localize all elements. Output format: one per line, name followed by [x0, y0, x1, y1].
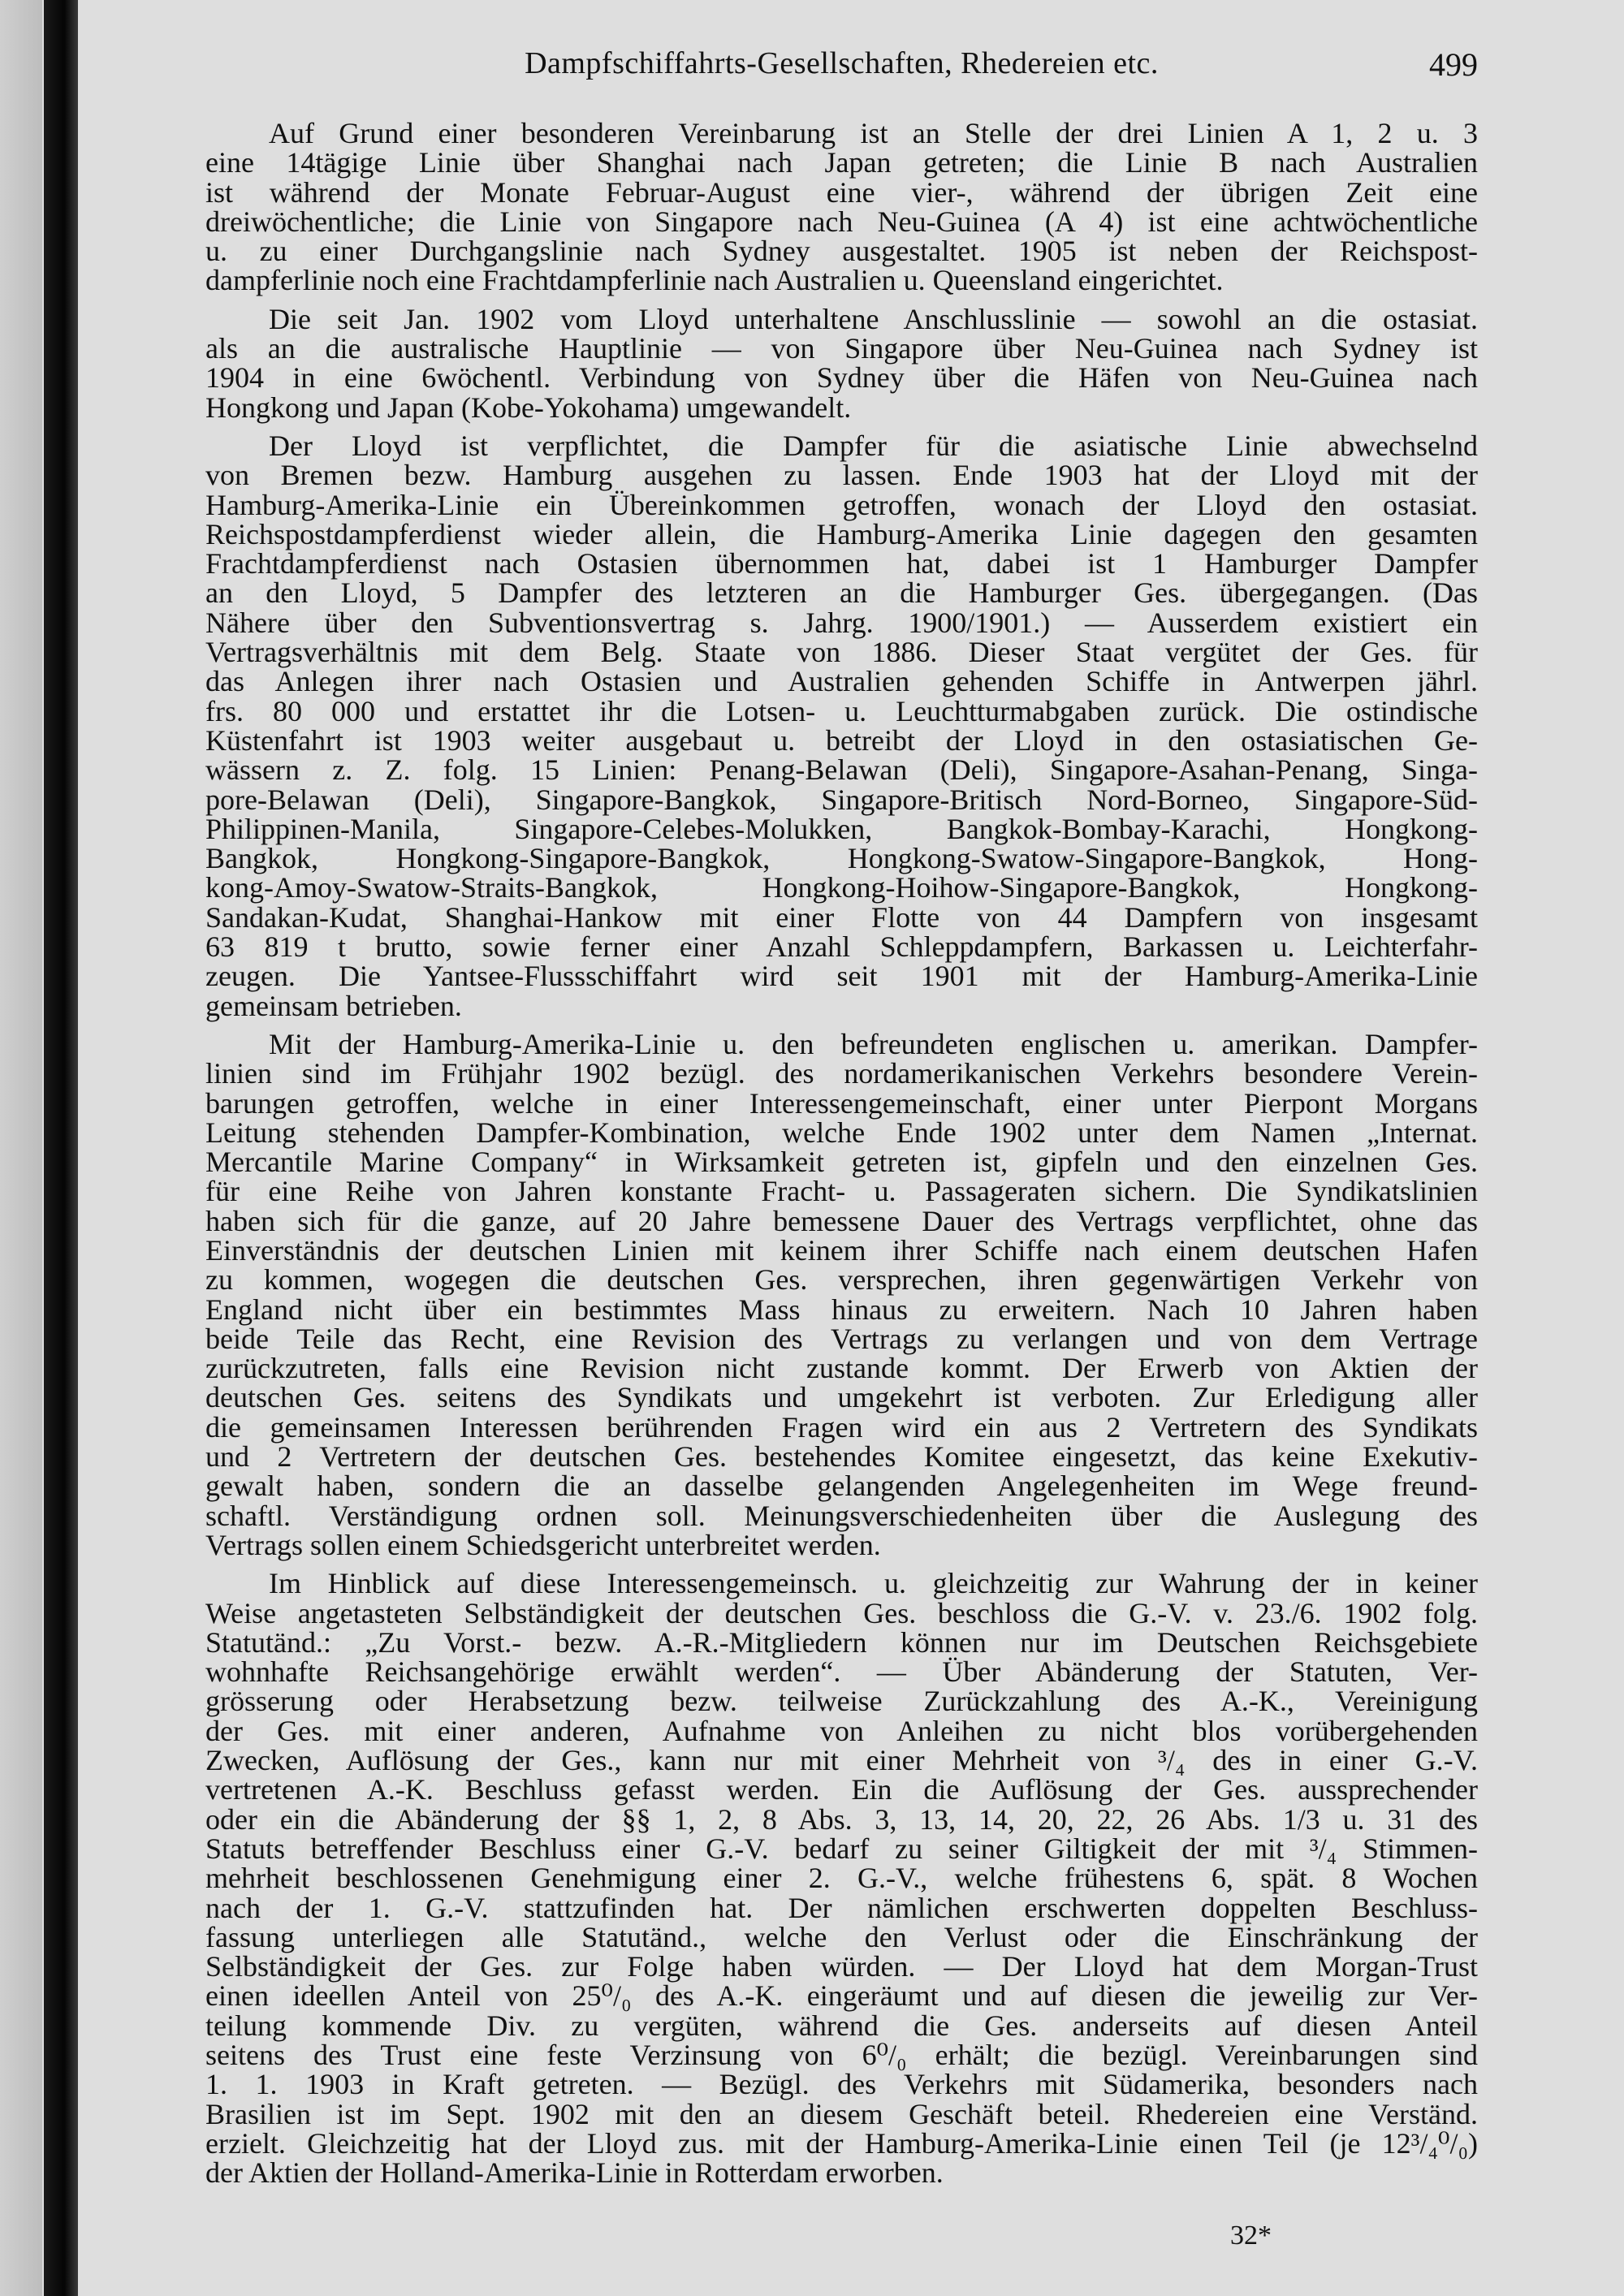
text-line: Einverständnis der deutschen Linien mit keinem ihrer Schiffe nach einem deutschen Hafen	[205, 1233, 1478, 1267]
text-line: erzielt. Gleichzeitig hat der Lloyd zus. mit der Hamburg-Amerika-Linie einen Teil (je 12³/₄⁰/₀)	[205, 2126, 1478, 2160]
text-line: Statuts betreffender Beschluss einer G.-V. bedarf zu seiner Giltigkeit der mit ³/₄ Stimmen-	[205, 1832, 1478, 1865]
text-line: Statutänd.: „Zu Vorst.- bezw. A.-R.-Mitgliedern können nur im Deutschen Reichsgebiete	[205, 1625, 1478, 1659]
text-line: haben sich für die ganze, auf 20 Jahre bemessene Dauer des Vertrags verpflichtet, ohne das	[205, 1204, 1478, 1237]
text-line: gewalt haben, sondern die an dasselbe gelangenden Angelegenheiten im Wege freund-	[205, 1470, 1478, 1503]
text-line: 1. 1. 1903 in Kraft getreten. — Bezügl. des Verkehrs mit Südamerika, besonders nach	[205, 2068, 1478, 2101]
text-line: grösserung oder Herabsetzung bezw. teilweise Zurückzahlung des A.-K., Vereinigung	[205, 1685, 1478, 1718]
text-line: Die seit Jan. 1902 vom Lloyd unterhaltene Anschlusslinie — sowohl an die ostasiat.	[269, 302, 1478, 335]
page-header	[205, 45, 1478, 86]
book-binding-shadow	[44, 0, 78, 2296]
text-line: der Aktien der Holland-Amerika-Linie in Rotterdam erworben.	[205, 2156, 944, 2190]
text-line: die gemeinsamen Interessen berührenden Fragen wird ein aus 2 Vertretern des Syndikats	[205, 1410, 1478, 1444]
text-line: schaftl. Verständigung ordnen soll. Meinungsverschiedenheiten über die Auslegung des	[205, 1499, 1478, 1532]
page-edge	[0, 0, 42, 2296]
text-line: u. zu einer Durchgangslinie nach Sydney ausgestaltet. 1905 ist neben der Reichspost-	[205, 235, 1478, 268]
text-line: wohnhafte Reichsangehörige erwählt werden“. — Über Abänderung der Statuten, Ver-	[205, 1655, 1478, 1689]
text-line: Der Lloyd ist verpflichtet, die Dampfer für die asiatische Linie abwechselnd	[269, 429, 1478, 462]
page-number: 499	[1429, 46, 1478, 83]
text-line: mehrheit beschlossenen Genehmigung einer 2. G.-V., welche frühestens 6, spät. 8 Wochen	[205, 1862, 1478, 1895]
text-line: das Anlegen ihrer nach Ostasien und Australien gehenden Schiffe in Antwerpen jährl.	[205, 665, 1478, 698]
text-line: Frachtdampferdienst nach Ostasien übernommen hat, dabei ist 1 Hamburger Dampfer	[205, 547, 1478, 580]
text-line: zurückzutreten, falls eine Revision nicht zustande kommt. Der Erwerb von Aktien der	[205, 1352, 1478, 1385]
text-line: oder ein die Abänderung der §§ 1, 2, 8 Abs. 3, 13, 14, 20, 22, 26 Abs. 1/3 u. 31 des	[205, 1802, 1478, 1836]
text-line: als an die australische Hauptlinie — von Singapore über Neu-Guinea nach Sydney ist	[205, 332, 1478, 365]
paragraph	[205, 1029, 1478, 1560]
text-line: zeugen. Die Yantsee-Flussschiffahrt wird seit 1901 mit der Hamburg-Amerika-Linie	[205, 960, 1478, 993]
text-line: Vertragsverhältnis mit dem Belg. Staate von 1886. Dieser Staat vergütet der Ges. für	[205, 636, 1478, 669]
text-line: seitens des Trust eine feste Verzinsung von 6⁰/₀ erhält; die bezügl. Vereinbarungen sind	[205, 2039, 1478, 2071]
text-line: Hamburg-Amerika-Linie ein Übereinkommen getroffen, wonach der Lloyd den ostasiat.	[205, 488, 1478, 521]
text-line: Selbständigkeit der Ges. zur Folge haben würden. — Der Lloyd hat dem Morgan-Trust	[205, 1950, 1478, 1983]
text-line: frs. 80 000 und erstattet ihr die Lotsen- u. Leuchtturmabgaben zurück. Die ostindische	[205, 694, 1478, 727]
text-line: und 2 Vertretern der deutschen Ges. bestehendes Komitee eingesetzt, das keine Exekutiv-	[205, 1440, 1478, 1474]
text-line: Weise angetasteten Selbständigkeit der deutschen Ges. beschloss die G.-V. v. 23./6. 1902 folg.	[205, 1596, 1478, 1629]
text-line: beide Teile das Recht, eine Revision des Vertrags zu verlangen und von dem Vertrage	[205, 1322, 1478, 1355]
text-line: Mit der Hamburg-Amerika-Linie u. den befreundeten englischen u. amerikan. Dampfer-	[269, 1027, 1478, 1060]
text-line: Philippinen-Manila, Singapore-Celebes-Molukken, Bangkok-Bombay-Karachi, Hongkong-	[205, 812, 1478, 845]
text-line: Hongkong und Japan (Kobe-Yokohama) umgewandelt.	[205, 391, 852, 424]
paragraph	[205, 304, 1478, 422]
text-line: gemeinsam betrieben.	[205, 989, 462, 1022]
text-line: Bangkok, Hongkong-Singapore-Bangkok, Hongkong-Swatow-Singapore-Bangkok, Hong-	[205, 842, 1478, 875]
text-line: linien sind im Frühjahr 1902 bezügl. des nordamerikanischen Verkehrs besondere Verein-	[205, 1057, 1478, 1090]
text-line: Nähere über den Subventionsvertrag s. Jahrg. 1900/1901.) — Ausserdem existiert ein	[205, 606, 1478, 639]
text-line: Auf Grund einer besonderen Vereinbarung ist an Stelle der drei Linien A 1, 2 u. 3	[269, 117, 1478, 149]
text-line: eine 14tägige Linie über Shanghai nach Japan getreten; die Linie B nach Australien	[205, 146, 1478, 179]
running-title: Dampfschiffahrts-Gesellschaften, Rhedereien etc.	[525, 46, 1159, 80]
text-line: einen ideellen Anteil von 25⁰/₀ des A.-K. eingeräumt und auf diesen die jeweilig zur Ver-	[205, 1979, 1478, 2013]
text-line: nach der 1. G.-V. stattzufinden hat. Der nämlichen erschwerten doppelten Beschluss-	[205, 1891, 1478, 1924]
text-line: Leitung stehenden Dampfer-Kombination, welche Ende 1902 unter dem Namen „Internat.	[205, 1116, 1478, 1149]
text-line: von Bremen bezw. Hamburg ausgehen zu lassen. Ende 1903 hat der Lloyd mit der	[205, 459, 1478, 492]
text-line: Zwecken, Auflösung der Ges., kann nur mit einer Mehrheit von ³/₄ des in einer G.-V.	[205, 1744, 1478, 1777]
paragraph	[205, 1567, 1478, 2190]
text-line: dampferlinie noch eine Frachtdampferlinie nach Australien u. Queensland eingerichtet.	[205, 264, 1224, 297]
text-line: fassung unterliegen alle Statutänd., welche den Verlust oder die Einschränkung der	[205, 1920, 1478, 1953]
text-line: 63 819 t brutto, sowie ferner einer Anzahl Schleppdampfern, Barkassen u. Leichterfahr-	[205, 930, 1478, 964]
text-line: kong-Amoy-Swatow-Straits-Bangkok, Hongkong-Hoihow-Singapore-Bangkok, Hongkong-	[205, 871, 1478, 904]
text-line: der Ges. mit einer anderen, Aufnahme von Anleihen zu nicht blos vorübergehenden	[205, 1714, 1478, 1747]
text-line: barungen getroffen, welche in einer Interessengemeinschaft, einer unter Pierpont Morgans	[205, 1086, 1478, 1120]
body-text	[205, 119, 1478, 2196]
text-line: pore-Belawan (Deli), Singapore-Bangkok, Singapore-Britisch Nord-Borneo, Singapore-Süd-	[205, 783, 1478, 816]
text-line: wässern z. Z. folg. 15 Linien: Penang-Belawan (Deli), Singapore-Asahan-Penang, Singa-	[205, 753, 1478, 787]
text-line: teilung kommende Div. zu vergüten, während die Ges. anderseits auf diesen Anteil	[205, 2009, 1478, 2042]
text-line: dreiwöchentliche; die Linie von Singapore nach Neu-Guinea (A 4) ist eine achtwöchentliche	[205, 205, 1478, 238]
text-line: Sandakan-Kudat, Shanghai-Hankow mit einer Flotte von 44 Dampfern von insgesamt	[205, 900, 1478, 934]
text-line: Brasilien ist im Sept. 1902 mit den an diesem Geschäft beteil. Rhedereien eine Verständ.	[205, 2097, 1478, 2130]
text-line: zu kommen, wogegen die deutschen Ges. versprechen, ihren gegenwärtigen Verkehr von	[205, 1263, 1478, 1297]
text-line: Mercantile Marine Company“ in Wirksamkeit getreten ist, gipfeln und den einzelnen Ges.	[205, 1146, 1478, 1179]
text-line: für eine Reihe von Jahren konstante Fracht- u. Passageraten sichern. Die Syndikatslinien	[205, 1175, 1478, 1208]
text-line: Reichspostdampferdienst wieder allein, die Hamburg-Amerika Linie dagegen den gesamten	[205, 517, 1478, 550]
text-line: Im Hinblick auf diese Interessengemeinsch. u. gleichzeitig zur Wahrung der in keiner	[269, 1567, 1478, 1600]
text-line: deutschen Ges. seitens des Syndikats und umgekehrt ist verboten. Zur Erledigung aller	[205, 1381, 1478, 1414]
text-line: Küstenfahrt ist 1903 weiter ausgebaut u. betreibt der Lloyd in den ostasiatischen Ge-	[205, 723, 1478, 757]
paragraph	[205, 119, 1478, 296]
text-line: an den Lloyd, 5 Dampfer des letzteren an die Hamburger Ges. übergegangen. (Das	[205, 576, 1478, 610]
text-line: England nicht über ein bestimmtes Mass hinaus zu erweitern. Nach 10 Jahren haben	[205, 1293, 1478, 1326]
text-line: ist während der Monate Februar-August eine vier-, während der übrigen Zeit eine	[205, 175, 1478, 209]
signature-mark: 32*	[1230, 2220, 1272, 2251]
text-line: vertretenen A.-K. Beschluss gefasst werden. Ein die Auflösung der Ges. aussprechender	[205, 1773, 1478, 1806]
paragraph	[205, 431, 1478, 1021]
text-line: 1904 in eine 6wöchentl. Verbindung von Sydney über die Häfen von Neu-Guinea nach	[205, 361, 1478, 395]
text-line: Vertrags sollen einem Schiedsgericht unterbreitet werden.	[205, 1528, 881, 1561]
